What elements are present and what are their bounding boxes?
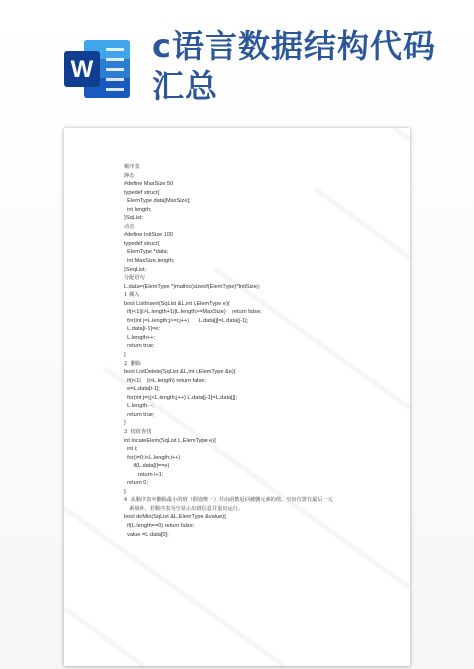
text-line: 1 插入 xyxy=(124,292,140,299)
header xyxy=(0,0,474,120)
text-line: if(i<1| |i>L.length) return false; xyxy=(124,377,206,384)
text-line: 静态 xyxy=(124,172,135,179)
text-line: L.length- -; xyxy=(124,403,154,410)
text-line: #define InitSize 100 xyxy=(124,232,174,239)
text-line: 分配语句 xyxy=(124,275,145,282)
text-line: L.data[i-1]=e; xyxy=(124,326,160,333)
text-line: int MaxSize,length; xyxy=(124,258,175,265)
text-line: typedef struct{ xyxy=(124,240,160,247)
text-line: for(int j=i;j<L.length;j++) L.data[j-1]=L.data[j]; xyxy=(124,394,238,401)
text-line: } xyxy=(124,420,126,427)
text-line: int i; xyxy=(124,446,138,453)
text-line: if(i<1||i>L.length+1||L.length>=MaxSize) return false; xyxy=(124,309,262,316)
text-line: ElemType data[MaxSize]; xyxy=(124,198,191,205)
text-line: 顺序表 xyxy=(124,164,140,170)
text-line: } xyxy=(124,352,126,359)
text-line: bool deMin(SqList &L,ElemType &value){ xyxy=(124,514,226,521)
text-line: }SeqList; xyxy=(124,266,147,273)
text-line: if(L.data[i]==e) xyxy=(124,463,170,470)
page-title: c语言数据结构代码汇总 xyxy=(152,27,436,105)
text-line: for(int j=L.length;j>=i;j++) L.data[j]=L.data[j-1]; xyxy=(124,317,249,324)
text-line: value =L.data[0]; xyxy=(124,531,169,538)
text-line: int length; xyxy=(124,206,152,213)
text-line: return 0; xyxy=(124,480,148,487)
text-line: 动态 xyxy=(124,223,135,230)
text-line: 3 按值查找 xyxy=(124,428,152,435)
text-line: ElemType *data; xyxy=(124,249,169,256)
text-line: for(i=0;i<L.length;i++) xyxy=(124,454,181,461)
document-page xyxy=(64,128,410,666)
text-line: return i+1; xyxy=(124,471,164,478)
text-line: bool ListDelete(SqList &L,int i,ElemType &e){ xyxy=(124,369,236,376)
logo-letter: W xyxy=(70,56,94,83)
text-line: return true; xyxy=(124,411,155,418)
text-line: #define MaxSize 50 xyxy=(124,181,174,188)
text-line: } xyxy=(124,488,126,495)
text-line: typedef struct{ xyxy=(124,189,160,196)
text-line: 素填补，若顺序表为空显示出错信息并退出运行。 xyxy=(124,505,244,512)
text-line: 4 从顺序表中删除最小的值（假设唯一）并由函数返回被删元素的值。空出位置有最后一元 xyxy=(124,497,333,504)
document-text xyxy=(124,163,394,539)
text-line: return true; xyxy=(124,343,155,350)
text-line: L.data=(ElemType *)malloc(sizeof(ElemType)*InitSize); xyxy=(124,283,261,290)
text-line: int locateElem(SqList L,ElemType e){ xyxy=(124,437,217,444)
text-line: }SqList; xyxy=(124,215,143,222)
text-line: 2 删除 xyxy=(124,360,141,367)
text-line: e=L.data[i-1]; xyxy=(124,386,160,393)
text-line: if(L.length==0) return false; xyxy=(124,522,195,529)
text-line: L.length++; xyxy=(124,334,156,341)
word-document-icon xyxy=(62,38,132,100)
text-line: bool ListInsert(SqList &L,int i,ElemType e){ xyxy=(124,300,230,307)
